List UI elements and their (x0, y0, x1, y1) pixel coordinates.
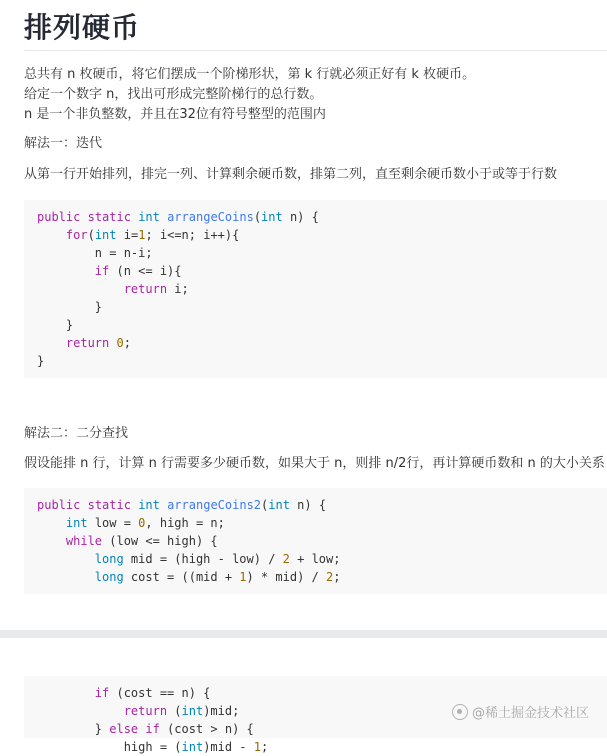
solution1-description: 从第一行开始排列，排完一列、计算剩余硬币数，排第二列，直至剩余硬币数小于或等于行数 (24, 167, 558, 182)
title-divider (24, 50, 607, 51)
code1-line: return 0; (65, 336, 131, 350)
code1-line: if (n <= i){ (94, 264, 182, 278)
code1-line: public static int arrangeCoins(int n) { (37, 210, 319, 224)
intro-line-2: 给定一个数字 n，找出可形成完整阶梯行的总行数。 (24, 87, 323, 102)
solution1-heading: 解法一：迭代 (24, 136, 103, 151)
code1-line: } (37, 300, 103, 314)
page-separator (0, 630, 607, 638)
page-title: 排列硬币 (24, 11, 141, 44)
code3-line: high = (int)mid - 1; (37, 740, 269, 754)
code2-line: long cost = ((mid + 1) * mid) / 2; (94, 570, 341, 584)
code1-line: } (37, 354, 45, 368)
code1-line: n = n-i; (37, 246, 153, 260)
code2-line: while (low <= high) { (65, 534, 218, 548)
intro-line-3: n 是一个非负整数，并且在32位有符号整型的范围内 (24, 107, 326, 122)
watermark (452, 702, 589, 721)
code1-line: } (37, 318, 74, 332)
code3-line: if (cost == n) { (94, 686, 211, 700)
solution2-heading: 解法二：二分查找 (24, 426, 129, 441)
intro-line-1: 总共有 n 枚硬币，将它们摆成一个阶梯形状，第 k 行就必须正好有 k 枚硬币。 (24, 67, 476, 82)
code2-line: int low = 0, high = n; (65, 516, 225, 530)
solution2-description: 假设能排 n 行，计算 n 行需要多少硬币数，如果大于 n，则排 n/2行，再计算硬币数和 n 的大小关系 (24, 456, 605, 471)
code-block-solution1[interactable] (24, 200, 607, 378)
code2-line: long mid = (high - low) / 2 + low; (94, 552, 341, 566)
code-block-solution2[interactable] (24, 488, 607, 594)
code3-line: return (int)mid; (123, 704, 240, 718)
code1-line: for(int i=1; i<=n; i++){ (65, 228, 240, 242)
watermark-text: @稀土掘金技术社区 (471, 706, 589, 721)
juejin-logo-icon (452, 704, 468, 720)
code1-line: return i; (123, 282, 189, 296)
code3-line: } else if (cost > n) { (37, 722, 254, 736)
code2-line: public static int arrangeCoins2(int n) { (37, 498, 327, 512)
article-page-continued (0, 638, 607, 754)
